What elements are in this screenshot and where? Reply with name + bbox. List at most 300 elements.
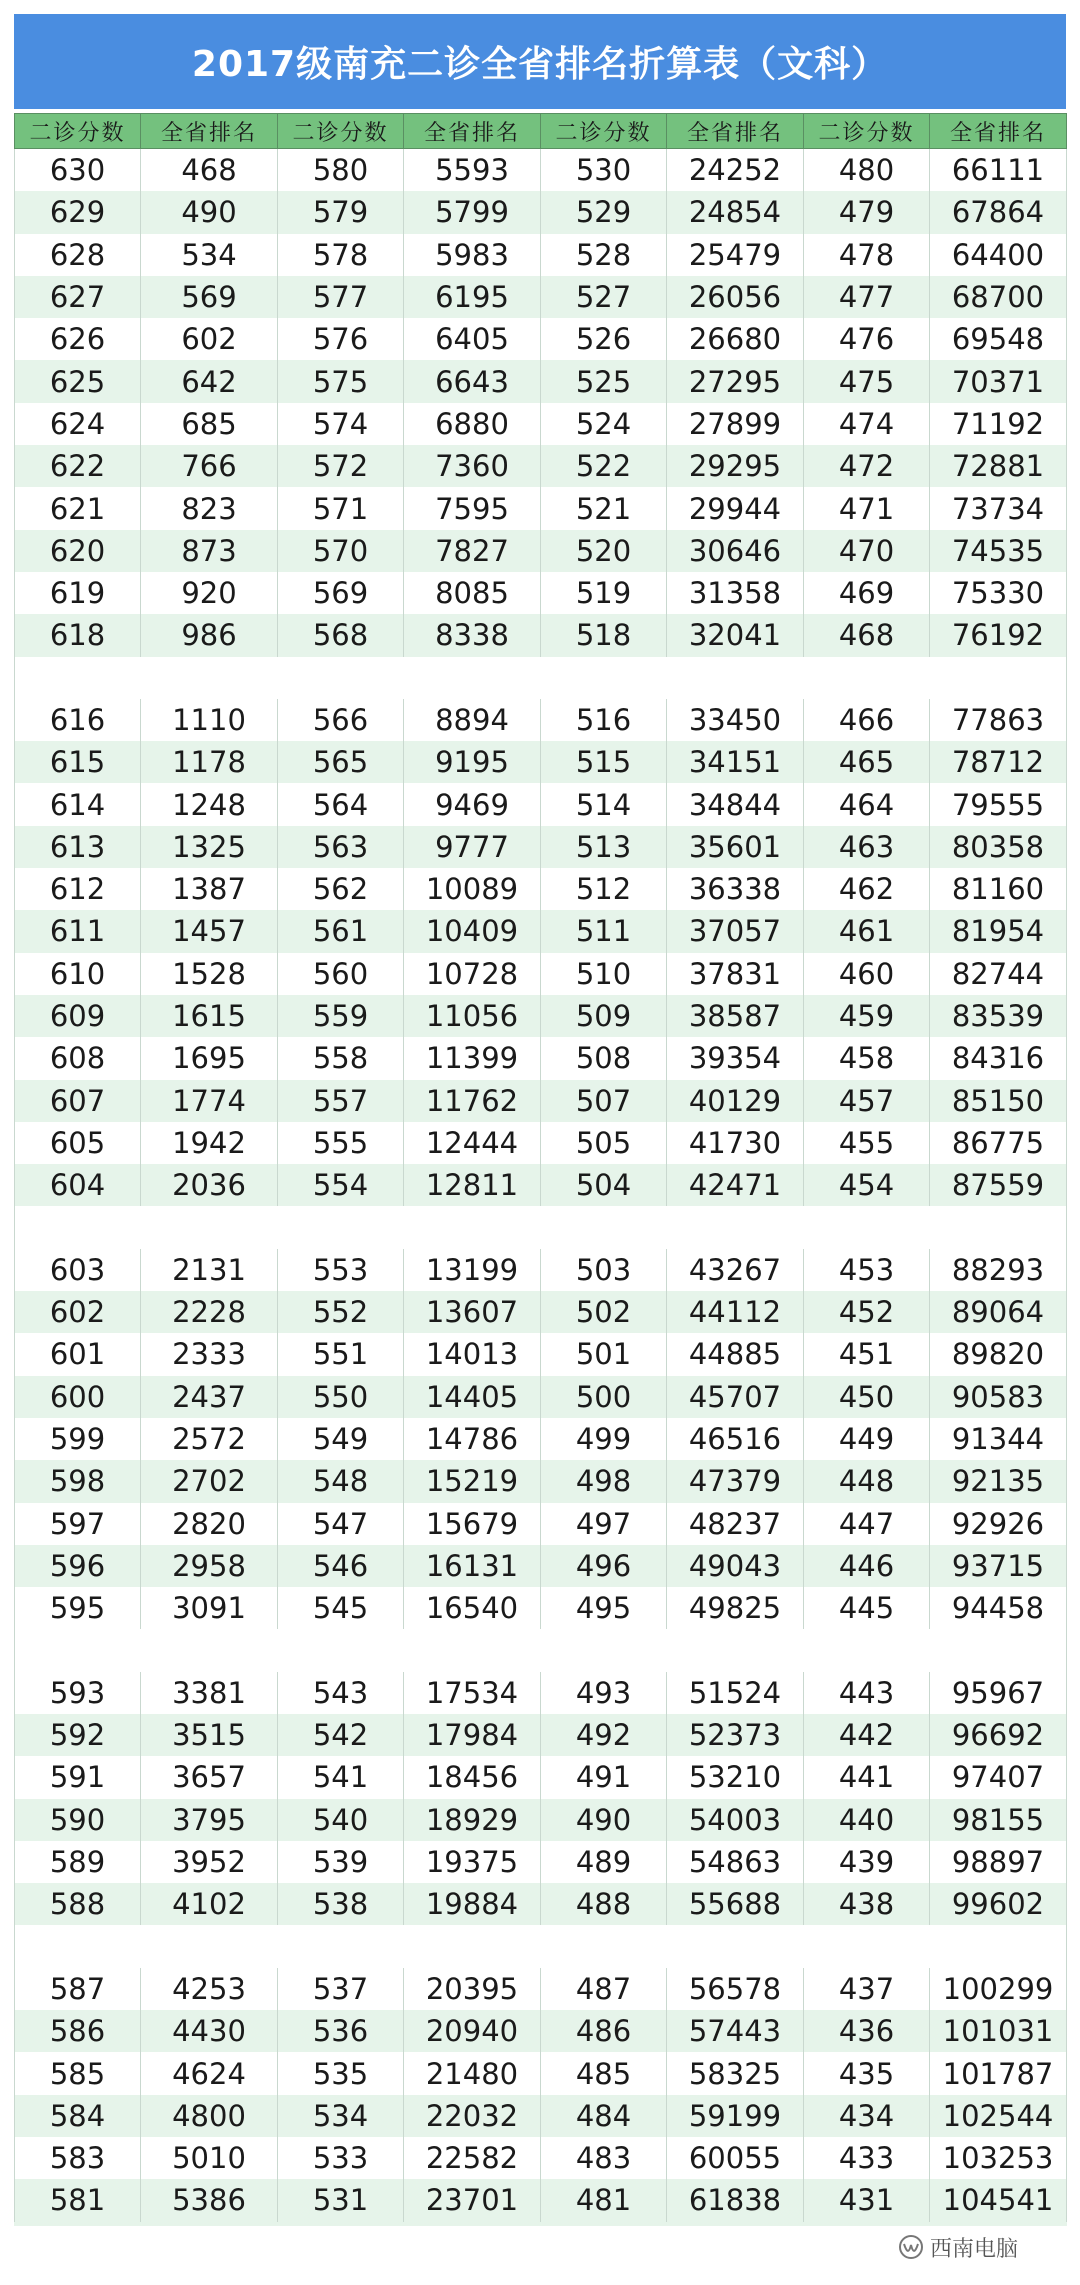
score-cell: 584 — [15, 2095, 141, 2137]
score-cell: 629 — [15, 191, 141, 233]
rank-cell: 27899 — [667, 403, 804, 445]
table-row — [15, 1333, 1067, 1375]
rank-cell: 102544 — [930, 2095, 1067, 2137]
score-cell: 542 — [278, 1714, 404, 1756]
score-cell: 568 — [278, 614, 404, 656]
rank-cell: 2702 — [141, 1460, 278, 1502]
rank-cell: 44885 — [667, 1333, 804, 1375]
rank-cell: 103253 — [930, 2137, 1067, 2179]
score-cell: 465 — [804, 741, 930, 783]
score-cell: 507 — [541, 1080, 667, 1122]
rank-cell: 22582 — [404, 2137, 541, 2179]
score-cell: 505 — [541, 1122, 667, 1164]
score-cell: 553 — [278, 1249, 404, 1291]
rank-cell: 642 — [141, 360, 278, 402]
rank-cell: 1942 — [141, 1122, 278, 1164]
rank-cell: 13607 — [404, 1291, 541, 1333]
rank-cell: 75330 — [930, 572, 1067, 614]
rank-cell: 57443 — [667, 2010, 804, 2052]
score-cell: 550 — [278, 1376, 404, 1418]
table-row — [15, 1968, 1067, 2010]
score-cell: 561 — [278, 910, 404, 952]
table-row — [15, 1714, 1067, 1756]
rank-cell: 15679 — [404, 1503, 541, 1545]
table-spacer-row — [15, 1206, 1067, 1248]
rank-cell: 4624 — [141, 2052, 278, 2094]
rank-cell: 36338 — [667, 868, 804, 910]
rank-cell: 20395 — [404, 1968, 541, 2010]
table-row — [15, 1291, 1067, 1333]
score-cell: 570 — [278, 530, 404, 572]
score-cell: 614 — [15, 783, 141, 825]
score-cell: 628 — [15, 234, 141, 276]
score-cell: 487 — [541, 1968, 667, 2010]
score-cell: 496 — [541, 1545, 667, 1587]
rank-cell: 13199 — [404, 1249, 541, 1291]
rank-cell: 32041 — [667, 614, 804, 656]
rank-cell: 96692 — [930, 1714, 1067, 1756]
table-row — [15, 445, 1067, 487]
score-cell: 437 — [804, 1968, 930, 2010]
table-body — [15, 149, 1067, 2224]
table-row — [15, 1418, 1067, 1460]
table-row — [15, 1460, 1067, 1502]
table-row — [15, 2179, 1067, 2223]
rank-cell: 55688 — [667, 1883, 804, 1925]
rank-cell: 11762 — [404, 1080, 541, 1122]
rank-cell: 20940 — [404, 2010, 541, 2052]
score-cell: 493 — [541, 1672, 667, 1714]
score-cell: 626 — [15, 318, 141, 360]
rank-cell: 26056 — [667, 276, 804, 318]
rank-cell: 2437 — [141, 1376, 278, 1418]
rank-cell: 34151 — [667, 741, 804, 783]
header-score-2: 二诊分数 — [278, 114, 404, 149]
rank-cell: 823 — [141, 487, 278, 529]
rank-cell: 97407 — [930, 1756, 1067, 1798]
score-cell: 601 — [15, 1333, 141, 1375]
score-cell: 459 — [804, 995, 930, 1037]
score-cell: 433 — [804, 2137, 930, 2179]
rank-cell: 101787 — [930, 2052, 1067, 2094]
score-cell: 630 — [15, 149, 141, 192]
score-cell: 621 — [15, 487, 141, 529]
score-cell: 555 — [278, 1122, 404, 1164]
table-spacer-row — [15, 657, 1067, 699]
rank-cell: 81160 — [930, 868, 1067, 910]
score-cell: 527 — [541, 276, 667, 318]
table-row — [15, 1883, 1067, 1925]
rank-cell: 1528 — [141, 953, 278, 995]
table-row — [15, 995, 1067, 1037]
rank-cell: 12811 — [404, 1164, 541, 1206]
score-cell: 452 — [804, 1291, 930, 1333]
score-cell: 552 — [278, 1291, 404, 1333]
score-cell: 618 — [15, 614, 141, 656]
score-cell: 497 — [541, 1503, 667, 1545]
rank-cell: 10089 — [404, 868, 541, 910]
table-row — [15, 2095, 1067, 2137]
rank-cell: 54003 — [667, 1799, 804, 1841]
score-cell: 489 — [541, 1841, 667, 1883]
score-cell: 546 — [278, 1545, 404, 1587]
rank-cell: 1387 — [141, 868, 278, 910]
score-cell: 622 — [15, 445, 141, 487]
score-cell: 597 — [15, 1503, 141, 1545]
rank-cell: 71192 — [930, 403, 1067, 445]
score-cell: 619 — [15, 572, 141, 614]
rank-cell: 17534 — [404, 1672, 541, 1714]
table-row — [15, 1122, 1067, 1164]
score-cell: 589 — [15, 1841, 141, 1883]
score-cell: 486 — [541, 2010, 667, 2052]
score-cell: 512 — [541, 868, 667, 910]
rank-cell: 3091 — [141, 1587, 278, 1629]
table-row — [15, 318, 1067, 360]
score-cell: 481 — [541, 2179, 667, 2223]
rank-cell: 17984 — [404, 1714, 541, 1756]
rank-cell: 83539 — [930, 995, 1067, 1037]
table-header-row — [15, 114, 1067, 149]
score-cell: 510 — [541, 953, 667, 995]
table-row — [15, 149, 1067, 192]
spacer-cell — [15, 1925, 1067, 1967]
rank-cell: 920 — [141, 572, 278, 614]
score-cell: 531 — [278, 2179, 404, 2223]
score-cell: 540 — [278, 1799, 404, 1841]
score-cell: 472 — [804, 445, 930, 487]
score-cell: 441 — [804, 1756, 930, 1798]
score-cell: 448 — [804, 1460, 930, 1502]
score-cell: 549 — [278, 1418, 404, 1460]
rank-cell: 79555 — [930, 783, 1067, 825]
score-cell: 539 — [278, 1841, 404, 1883]
score-cell: 588 — [15, 1883, 141, 1925]
score-cell: 488 — [541, 1883, 667, 1925]
score-cell: 514 — [541, 783, 667, 825]
rank-cell: 40129 — [667, 1080, 804, 1122]
rank-cell: 39354 — [667, 1037, 804, 1079]
rank-cell: 84316 — [930, 1037, 1067, 1079]
score-cell: 600 — [15, 1376, 141, 1418]
score-cell: 483 — [541, 2137, 667, 2179]
score-cell: 528 — [541, 234, 667, 276]
score-cell: 590 — [15, 1799, 141, 1841]
score-cell: 591 — [15, 1756, 141, 1798]
rank-cell: 51524 — [667, 1672, 804, 1714]
rank-cell: 1695 — [141, 1037, 278, 1079]
score-cell: 471 — [804, 487, 930, 529]
table-row — [15, 360, 1067, 402]
ranking-table — [14, 113, 1067, 2226]
rank-cell: 61838 — [667, 2179, 804, 2223]
rank-cell: 4430 — [141, 2010, 278, 2052]
rank-cell: 685 — [141, 403, 278, 445]
table-row — [15, 699, 1067, 741]
score-cell: 502 — [541, 1291, 667, 1333]
rank-cell: 873 — [141, 530, 278, 572]
score-cell: 477 — [804, 276, 930, 318]
rank-cell: 81954 — [930, 910, 1067, 952]
rank-cell: 80358 — [930, 826, 1067, 868]
score-cell: 572 — [278, 445, 404, 487]
score-cell: 598 — [15, 1460, 141, 1502]
score-cell: 602 — [15, 1291, 141, 1333]
rank-cell: 18456 — [404, 1756, 541, 1798]
rank-cell: 38587 — [667, 995, 804, 1037]
score-cell: 615 — [15, 741, 141, 783]
score-cell: 446 — [804, 1545, 930, 1587]
score-cell: 469 — [804, 572, 930, 614]
table-row — [15, 191, 1067, 233]
table-row — [15, 276, 1067, 318]
rank-cell: 7827 — [404, 530, 541, 572]
score-cell: 563 — [278, 826, 404, 868]
rank-cell: 54863 — [667, 1841, 804, 1883]
score-cell: 585 — [15, 2052, 141, 2094]
score-cell: 435 — [804, 2052, 930, 2094]
score-cell: 548 — [278, 1460, 404, 1502]
score-cell: 454 — [804, 1164, 930, 1206]
rank-cell: 986 — [141, 614, 278, 656]
score-cell: 431 — [804, 2179, 930, 2223]
rank-cell: 14405 — [404, 1376, 541, 1418]
score-cell: 492 — [541, 1714, 667, 1756]
rank-cell: 69548 — [930, 318, 1067, 360]
score-cell: 571 — [278, 487, 404, 529]
score-cell: 605 — [15, 1122, 141, 1164]
score-cell: 519 — [541, 572, 667, 614]
spacer-cell — [15, 1206, 1067, 1248]
rank-cell: 56578 — [667, 1968, 804, 2010]
score-cell: 445 — [804, 1587, 930, 1629]
rank-cell: 1110 — [141, 699, 278, 741]
rank-cell: 92926 — [930, 1503, 1067, 1545]
score-cell: 554 — [278, 1164, 404, 1206]
rank-cell: 68700 — [930, 276, 1067, 318]
rank-cell: 19375 — [404, 1841, 541, 1883]
score-cell: 610 — [15, 953, 141, 995]
score-cell: 518 — [541, 614, 667, 656]
rank-cell: 3952 — [141, 1841, 278, 1883]
rank-cell: 88293 — [930, 1249, 1067, 1291]
rank-cell: 1457 — [141, 910, 278, 952]
rank-cell: 490 — [141, 191, 278, 233]
table-row — [15, 614, 1067, 656]
ranking-table-container — [14, 113, 1066, 2285]
rank-cell: 5799 — [404, 191, 541, 233]
rank-cell: 34844 — [667, 783, 804, 825]
rank-cell: 2572 — [141, 1418, 278, 1460]
rank-cell: 4800 — [141, 2095, 278, 2137]
score-cell: 499 — [541, 1418, 667, 1460]
rank-cell: 45707 — [667, 1376, 804, 1418]
score-cell: 564 — [278, 783, 404, 825]
rank-cell: 18929 — [404, 1799, 541, 1841]
rank-cell: 6195 — [404, 276, 541, 318]
table-row — [15, 1249, 1067, 1291]
score-cell: 479 — [804, 191, 930, 233]
rank-cell: 12444 — [404, 1122, 541, 1164]
rank-cell: 16131 — [404, 1545, 541, 1587]
score-cell: 569 — [278, 572, 404, 614]
table-row — [15, 1503, 1067, 1545]
rank-cell: 25479 — [667, 234, 804, 276]
rank-cell: 2131 — [141, 1249, 278, 1291]
score-cell: 470 — [804, 530, 930, 572]
score-cell: 461 — [804, 910, 930, 952]
rank-cell: 22032 — [404, 2095, 541, 2137]
rank-cell: 14013 — [404, 1333, 541, 1375]
rank-cell: 2333 — [141, 1333, 278, 1375]
rank-cell: 4253 — [141, 1968, 278, 2010]
rank-cell: 91344 — [930, 1418, 1067, 1460]
rank-cell: 98155 — [930, 1799, 1067, 1841]
table-row — [15, 1164, 1067, 1206]
rank-cell: 7360 — [404, 445, 541, 487]
rank-cell: 9777 — [404, 826, 541, 868]
score-cell: 449 — [804, 1418, 930, 1460]
score-cell: 607 — [15, 1080, 141, 1122]
score-cell: 560 — [278, 953, 404, 995]
rank-cell: 99602 — [930, 1883, 1067, 1925]
rank-cell: 52373 — [667, 1714, 804, 1756]
score-cell: 521 — [541, 487, 667, 529]
score-cell: 451 — [804, 1333, 930, 1375]
rank-cell: 78712 — [930, 741, 1067, 783]
header-score-4: 二诊分数 — [804, 114, 930, 149]
score-cell: 608 — [15, 1037, 141, 1079]
wechat-channel-icon — [898, 2234, 924, 2260]
score-cell: 526 — [541, 318, 667, 360]
rank-cell: 53210 — [667, 1756, 804, 1798]
score-cell: 513 — [541, 826, 667, 868]
score-cell: 538 — [278, 1883, 404, 1925]
rank-cell: 89064 — [930, 1291, 1067, 1333]
rank-cell: 82744 — [930, 953, 1067, 995]
score-cell: 580 — [278, 149, 404, 192]
score-cell: 460 — [804, 953, 930, 995]
score-cell: 520 — [541, 530, 667, 572]
table-row — [15, 1037, 1067, 1079]
rank-cell: 42471 — [667, 1164, 804, 1206]
rank-cell: 14786 — [404, 1418, 541, 1460]
rank-cell: 94458 — [930, 1587, 1067, 1629]
watermark-text: 西南电脑 — [930, 2236, 1019, 2262]
rank-cell: 87559 — [930, 1164, 1067, 1206]
score-cell: 522 — [541, 445, 667, 487]
rank-cell: 85150 — [930, 1080, 1067, 1122]
spacer-cell — [15, 1629, 1067, 1671]
score-cell: 503 — [541, 1249, 667, 1291]
score-cell: 509 — [541, 995, 667, 1037]
rank-cell: 6880 — [404, 403, 541, 445]
score-cell: 480 — [804, 149, 930, 192]
score-cell: 575 — [278, 360, 404, 402]
score-cell: 476 — [804, 318, 930, 360]
rank-cell: 31358 — [667, 572, 804, 614]
table-row — [15, 783, 1067, 825]
table-row — [15, 1799, 1067, 1841]
score-cell: 574 — [278, 403, 404, 445]
rank-cell: 30646 — [667, 530, 804, 572]
table-row — [15, 1587, 1067, 1629]
rank-cell: 47379 — [667, 1460, 804, 1502]
rank-cell: 58325 — [667, 2052, 804, 2094]
score-cell: 586 — [15, 2010, 141, 2052]
rank-cell: 89820 — [930, 1333, 1067, 1375]
rank-cell: 1774 — [141, 1080, 278, 1122]
score-cell: 443 — [804, 1672, 930, 1714]
score-cell: 438 — [804, 1883, 930, 1925]
rank-cell: 1325 — [141, 826, 278, 868]
rank-cell: 16540 — [404, 1587, 541, 1629]
table-row — [15, 2052, 1067, 2094]
score-cell: 627 — [15, 276, 141, 318]
score-cell: 491 — [541, 1756, 667, 1798]
rank-cell: 37057 — [667, 910, 804, 952]
score-cell: 604 — [15, 1164, 141, 1206]
rank-cell: 9195 — [404, 741, 541, 783]
rank-cell: 569 — [141, 276, 278, 318]
table-row — [15, 1756, 1067, 1798]
rank-cell: 70371 — [930, 360, 1067, 402]
score-cell: 533 — [278, 2137, 404, 2179]
rank-cell: 7595 — [404, 487, 541, 529]
score-cell: 611 — [15, 910, 141, 952]
rank-cell: 2958 — [141, 1545, 278, 1587]
table-row — [15, 1672, 1067, 1714]
rank-cell: 26680 — [667, 318, 804, 360]
table-row — [15, 2137, 1067, 2179]
score-cell: 581 — [15, 2179, 141, 2223]
score-cell: 504 — [541, 1164, 667, 1206]
rank-cell: 37831 — [667, 953, 804, 995]
rank-cell: 74535 — [930, 530, 1067, 572]
rank-cell: 1178 — [141, 741, 278, 783]
score-cell: 603 — [15, 1249, 141, 1291]
score-cell: 576 — [278, 318, 404, 360]
score-cell: 583 — [15, 2137, 141, 2179]
rank-cell: 49825 — [667, 1587, 804, 1629]
table-row — [15, 572, 1067, 614]
rank-cell: 95967 — [930, 1672, 1067, 1714]
score-cell: 577 — [278, 276, 404, 318]
rank-cell: 100299 — [930, 1968, 1067, 2010]
table-row — [15, 403, 1067, 445]
table-row — [15, 910, 1067, 952]
rank-cell: 11056 — [404, 995, 541, 1037]
score-cell: 625 — [15, 360, 141, 402]
rank-cell: 76192 — [930, 614, 1067, 656]
rank-cell: 3657 — [141, 1756, 278, 1798]
score-cell: 453 — [804, 1249, 930, 1291]
rank-cell: 602 — [141, 318, 278, 360]
rank-cell: 2036 — [141, 1164, 278, 1206]
rank-cell: 66111 — [930, 149, 1067, 192]
rank-cell: 77863 — [930, 699, 1067, 741]
rank-cell: 41730 — [667, 1122, 804, 1164]
score-cell: 434 — [804, 2095, 930, 2137]
rank-cell: 73734 — [930, 487, 1067, 529]
score-cell: 529 — [541, 191, 667, 233]
score-cell: 466 — [804, 699, 930, 741]
score-cell: 462 — [804, 868, 930, 910]
score-cell: 541 — [278, 1756, 404, 1798]
score-cell: 498 — [541, 1460, 667, 1502]
rank-cell: 23701 — [404, 2179, 541, 2223]
score-cell: 490 — [541, 1799, 667, 1841]
